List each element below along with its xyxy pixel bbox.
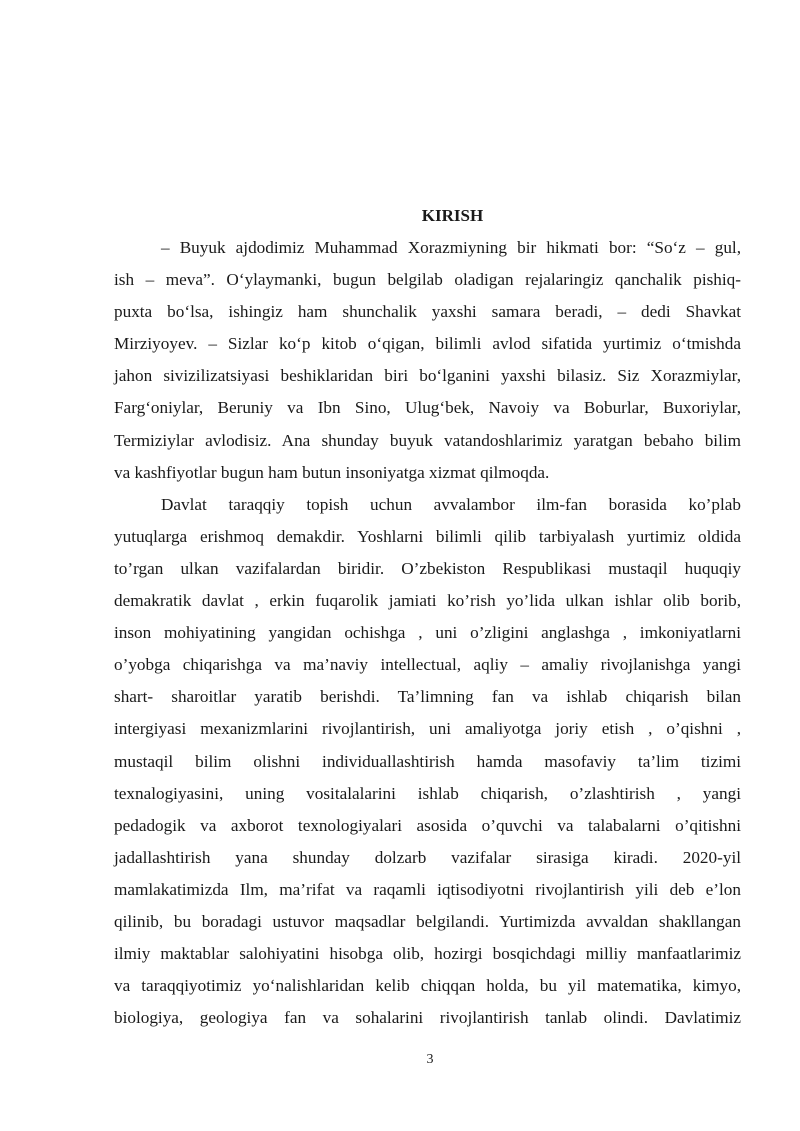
text-line: yutuqlarga erishmoq demakdir. Yoshlarni bilimli qilib tarbiyalash yurtimiz oldida [114,526,741,546]
text-line: Termiziylar avlodisiz. Ana shunday buyuk vatandoshlarimiz yaratgan bebaho bilim [114,430,741,450]
text-line: mustaqil bilim olishni individuallashtirish hamda masofaviy ta’lim tizimi [114,751,741,771]
text-line: pedadogik va axborot texnologiyalari asosida o’quvchi va talabalarni o’qitishni [114,815,741,835]
text-line: puxta bo‘lsa, ishingiz ham shunchalik yaxshi samara beradi, – dedi Shavkat [114,302,741,322]
text-line: qilinib, bu boradagi ustuvor maqsadlar belgilandi. Yurtimizda avvaldan shakllangan [114,911,741,931]
text-line: intergiyasi mexanizmlarini rivojlantirish, uni amaliyotga joriy etish , o’qishni , [114,719,741,739]
text-line: va taraqqiyotimiz yo‘nalishlaridan kelib chiqqan holda, bu yil matematika, kimyo, [114,976,741,996]
page-number: 3 [426,1052,434,1067]
text-line: to’rgan ulkan vazifalardan biridir. O’zbekiston Respublikasi mustaqil huquqiy [114,558,741,578]
text-line: demakratik davlat , erkin fuqarolik jamiati ko’rish yo’lida ulkan ishlar olib borib, [114,591,741,611]
paragraph-2 [114,489,741,1035]
text-line: – Buyuk ajdodimiz Muhammad Xorazmiyning bir hikmati bor: “So‘z – gul, [161,238,741,257]
text-line: jahon sivizilizatsiyasi beshiklaridan biri bo‘lganini yaxshi bilasiz. Siz Xorazmiylar, [114,366,741,386]
text-line: Davlat taraqqiy topish uchun avvalambor ilm-fan borasida ko’plab [161,494,741,514]
text-line: inson mohiyatining yangidan ochishga , uni o’zligini anglashga , imkoniyatlarni [114,623,741,643]
text-line: ish – meva”. O‘ylaymanki, bugun belgilab oladigan rejalaringiz qanchalik pishiq- [114,270,741,290]
text-line: jadallashtirish yana shunday dolzarb vazifalar sirasiga kiradi. 2020-yil [114,847,741,867]
text-line: ilmiy maktablar salohiyatini hisobga olib, hozirgi bosqichdagi milliy manfaatlarimiz [114,944,741,964]
text-line: mamlakatimizda Ilm, ma’rifat va raqamli iqtisodiyotni rivojlantirish yili deb e’lon [114,879,741,899]
text-line: Farg‘oniylar, Beruniy va Ibn Sino, Ulug‘bek, Navoiy va Boburlar, Buxoriylar, [114,398,741,418]
text-line: shart- sharoitlar yaratib berishdi. Ta’limning fan va ishlab chiqarish bilan [114,687,741,707]
text-line: texnalogiyasini, uning vositalalarini ishlab chiqarish, o’zlashtirish , yangi [114,783,741,803]
page-title: KIRISH [421,206,484,225]
text-line: biologiya, geologiya fan va sohalarini rivojlantirish tanlab olindi. Davlatimiz [114,1008,741,1028]
text-line: Mirziyoyev. – Sizlar ko‘p kitob o‘qigan, bilimli avlod sifatida yurtimiz o‘tmishda [114,334,741,354]
text-line: va kashfiyotlar bugun ham butun insoniyatga xizmat qilmoqda. [114,462,550,482]
body-text [114,232,741,1034]
paragraph-1 [114,232,741,489]
text-line: o’yobga chiqarishga va ma’naviy intellectual, aqliy – amaliy rivojlanishga yangi [114,655,741,675]
